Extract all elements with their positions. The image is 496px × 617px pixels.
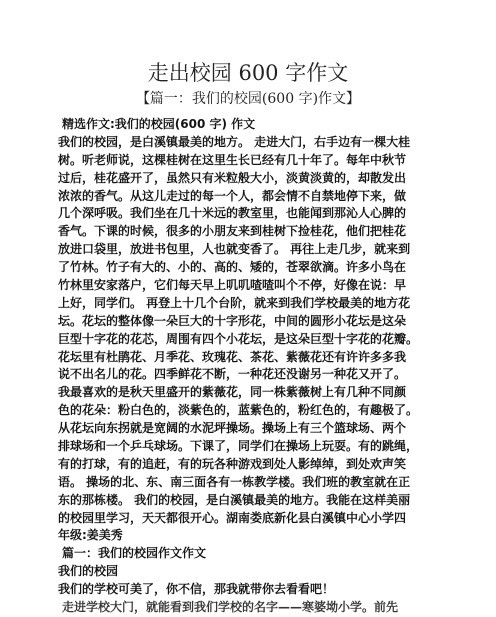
text-line: 精选作文:我们的校园(600 字) 作文 (62, 117, 256, 131)
text-line: 花坛里有杜鹃花、月季花、玫瑰花、茶花、紫薇花还有许许多多我 (58, 349, 407, 364)
document-title: 走出校园 600 字作文 (147, 61, 349, 85)
text-line: 说不出名儿的花。四季鲜花不断，一种花还没谢另一种花又开了。 (58, 367, 407, 382)
text-line: 香气。下课的时候，很多的小朋友来到桂树下捡桂花，他们把桂花 (58, 224, 407, 239)
text-line: 篇一：我们的校园作文作文 (62, 546, 207, 561)
text-line: 我们的校园，是白溪镇最美的地方。 走进大门，右手边有一棵大桂 (58, 134, 411, 149)
text-line: 我最喜欢的是秋天里盛开的紫薇花，同一株紫薇树上有几种不同颜 (58, 385, 407, 400)
text-line: 走进学校大门，就能看到我们学校的名字——寒婆坳小学。前先 (62, 600, 399, 615)
text-line: 语。 操场的北、东、南三面各有一栋教学楼。我们班的教室就在正 (58, 474, 411, 489)
text-line: 的校园里学习，天天都很开心。湖南娄底新化县白溪镇中心小学四 (58, 510, 407, 525)
text-line: 排球场和一个乒乓球场。下课了，同学们在操场上玩耍。有的跳绳， (58, 439, 419, 454)
text-line: 放进口袋里，放进书包里，人也就变香了。 再往上走几步，就来到 (58, 242, 411, 257)
text-line: 有的打球，有的追赶，有的玩各种游戏到处人影绰绰，到处欢声笑 (58, 456, 407, 471)
document-subtitle: 【篇一：我们的校园(600 字)作文】 (135, 91, 361, 107)
text-line: 我们的校园 (58, 564, 119, 579)
text-line: 色的花朵：粉白色的，淡紫色的，蓝紫色的，粉红色的，有趣极了。 (58, 403, 419, 418)
text-line: 从花坛向东拐就是宽阔的水泥坪操场。操场上有三个篮球场、两个 (58, 421, 407, 436)
document-body (58, 116, 458, 617)
text-line: 年级:姜美秀 (58, 528, 123, 543)
text-line: 树。听老师说，这棵桂树在这里生长已经有几十年了。每年中秋节 (58, 152, 407, 167)
text-line: 浓浓的香气。从这儿走过的每一个人，都会情不自禁地停下来，做 (58, 188, 407, 203)
text-line: 上好，同学们。 再登上十几个台阶，就来到我们学校最美的地方花 (58, 295, 411, 310)
text-line: 过后，桂花盛开了，虽然只有米粒般大小，淡黄淡黄的，却散发出 (58, 170, 407, 185)
text-line: 竹林里安家落户，它们每天早上叽叽喳喳叫个不停，好像在说：早 (58, 278, 407, 293)
text-line: 几个深呼吸。我们坐在几十米远的教室里，也能闻到那沁人心脾的 (58, 206, 407, 221)
text-line: 东的那栋楼。 我们的校园，是白溪镇最美的地方。我能在这样美丽 (58, 492, 411, 507)
text-line: 了竹林。竹子有大的、小的、高的、矮的，苍翠欲滴。许多小鸟在 (58, 260, 407, 275)
text-line: 坛。花坛的整体像一朵巨大的十字形花，中间的圆形小花坛是这朵 (58, 313, 407, 328)
text-line: 我们的学校可美了，你不信，那我就带你去看看吧！ (58, 582, 335, 597)
text-line: 巨型十字花的花芯，周围有四个小花坛，是这朵巨型十字花的花瓣。 (58, 331, 419, 346)
